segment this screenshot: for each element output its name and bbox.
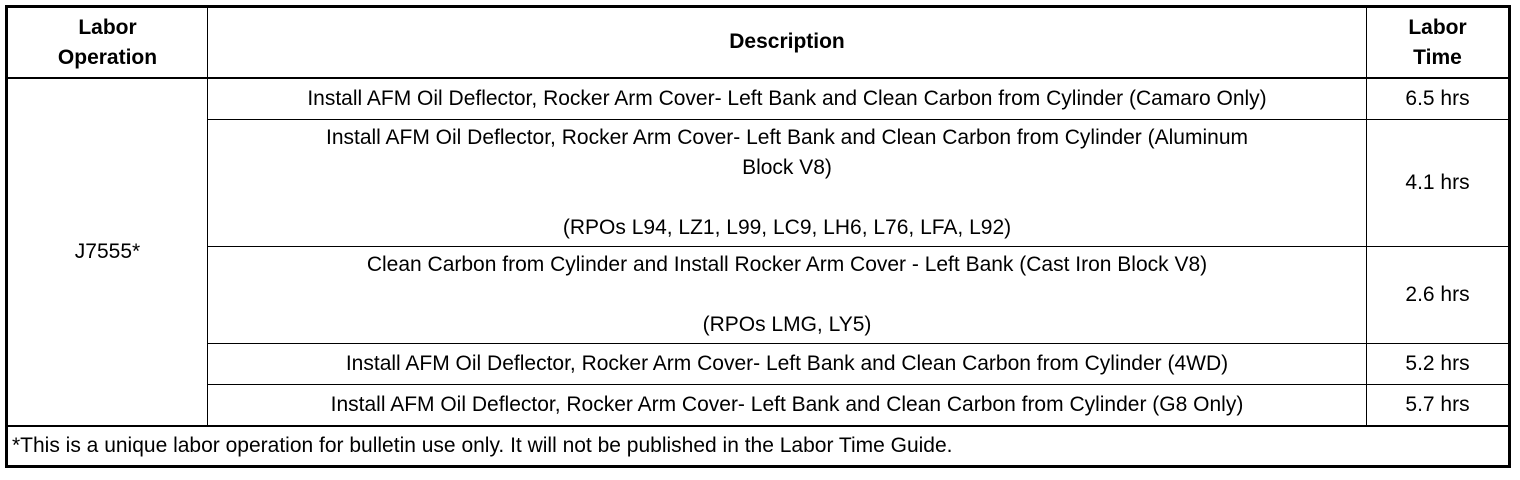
table-footnote-row	[7, 426, 1510, 467]
header-labor-time	[1367, 7, 1510, 79]
labor-operation-code: J7555*	[7, 78, 208, 426]
row-labor-time: 2.6 hrs	[1367, 247, 1510, 344]
row-description: Install AFM Oil Deflector, Rocker Arm Cover- Left Bank and Clean Carbon from Cylinder (G8 Only)	[208, 385, 1367, 427]
row-rpo-list: (RPOs LMG, LY5)	[702, 312, 872, 336]
row-rpo-list: (RPOs L94, LZ1, L99, LC9, LH6, L76, LFA, L92)	[562, 215, 1012, 239]
footnote: *This is a unique labor operation for bulletin use only. It will not be published in the Labor Time Guide.	[7, 426, 1510, 467]
header-labor-operation-line2: Operation	[57, 45, 158, 69]
row-labor-time: 6.5 hrs	[1367, 78, 1510, 120]
row-description	[208, 247, 1367, 344]
table-row	[7, 247, 1510, 344]
header-labor-operation	[7, 7, 208, 79]
row-labor-time: 5.7 hrs	[1367, 385, 1510, 427]
row-description-spacer	[214, 184, 1360, 213]
row-labor-time: 4.1 hrs	[1367, 120, 1510, 247]
labor-table-container	[5, 5, 1511, 468]
table-header-row	[7, 7, 1510, 79]
labor-time-table	[5, 5, 1511, 468]
table-row	[7, 344, 1510, 385]
row-description	[208, 120, 1367, 247]
header-description: Description	[208, 7, 1367, 79]
row-description: Install AFM Oil Deflector, Rocker Arm Cover- Left Bank and Clean Carbon from Cylinder (4WD)	[208, 344, 1367, 385]
header-labor-operation-line1: Labor	[78, 16, 137, 40]
row-labor-time: 5.2 hrs	[1367, 344, 1510, 385]
row-description-line2: Block V8)	[742, 156, 832, 180]
row-description-line1: Clean Carbon from Cylinder and Install Rocker Arm Cover - Left Bank (Cast Iron Block V8)	[366, 253, 1208, 277]
row-description-line1: Install AFM Oil Deflector, Rocker Arm Cover- Left Bank and Clean Carbon from Cylinder (Aluminum	[325, 125, 1248, 149]
table-row	[7, 385, 1510, 427]
table-row	[7, 120, 1510, 247]
table-row	[7, 78, 1510, 120]
row-description-spacer	[214, 281, 1360, 310]
header-labor-time-line1: Labor	[1408, 16, 1467, 40]
row-description: Install AFM Oil Deflector, Rocker Arm Cover- Left Bank and Clean Carbon from Cylinder (Camaro Only)	[208, 78, 1367, 120]
header-labor-time-line2: Time	[1413, 45, 1462, 69]
